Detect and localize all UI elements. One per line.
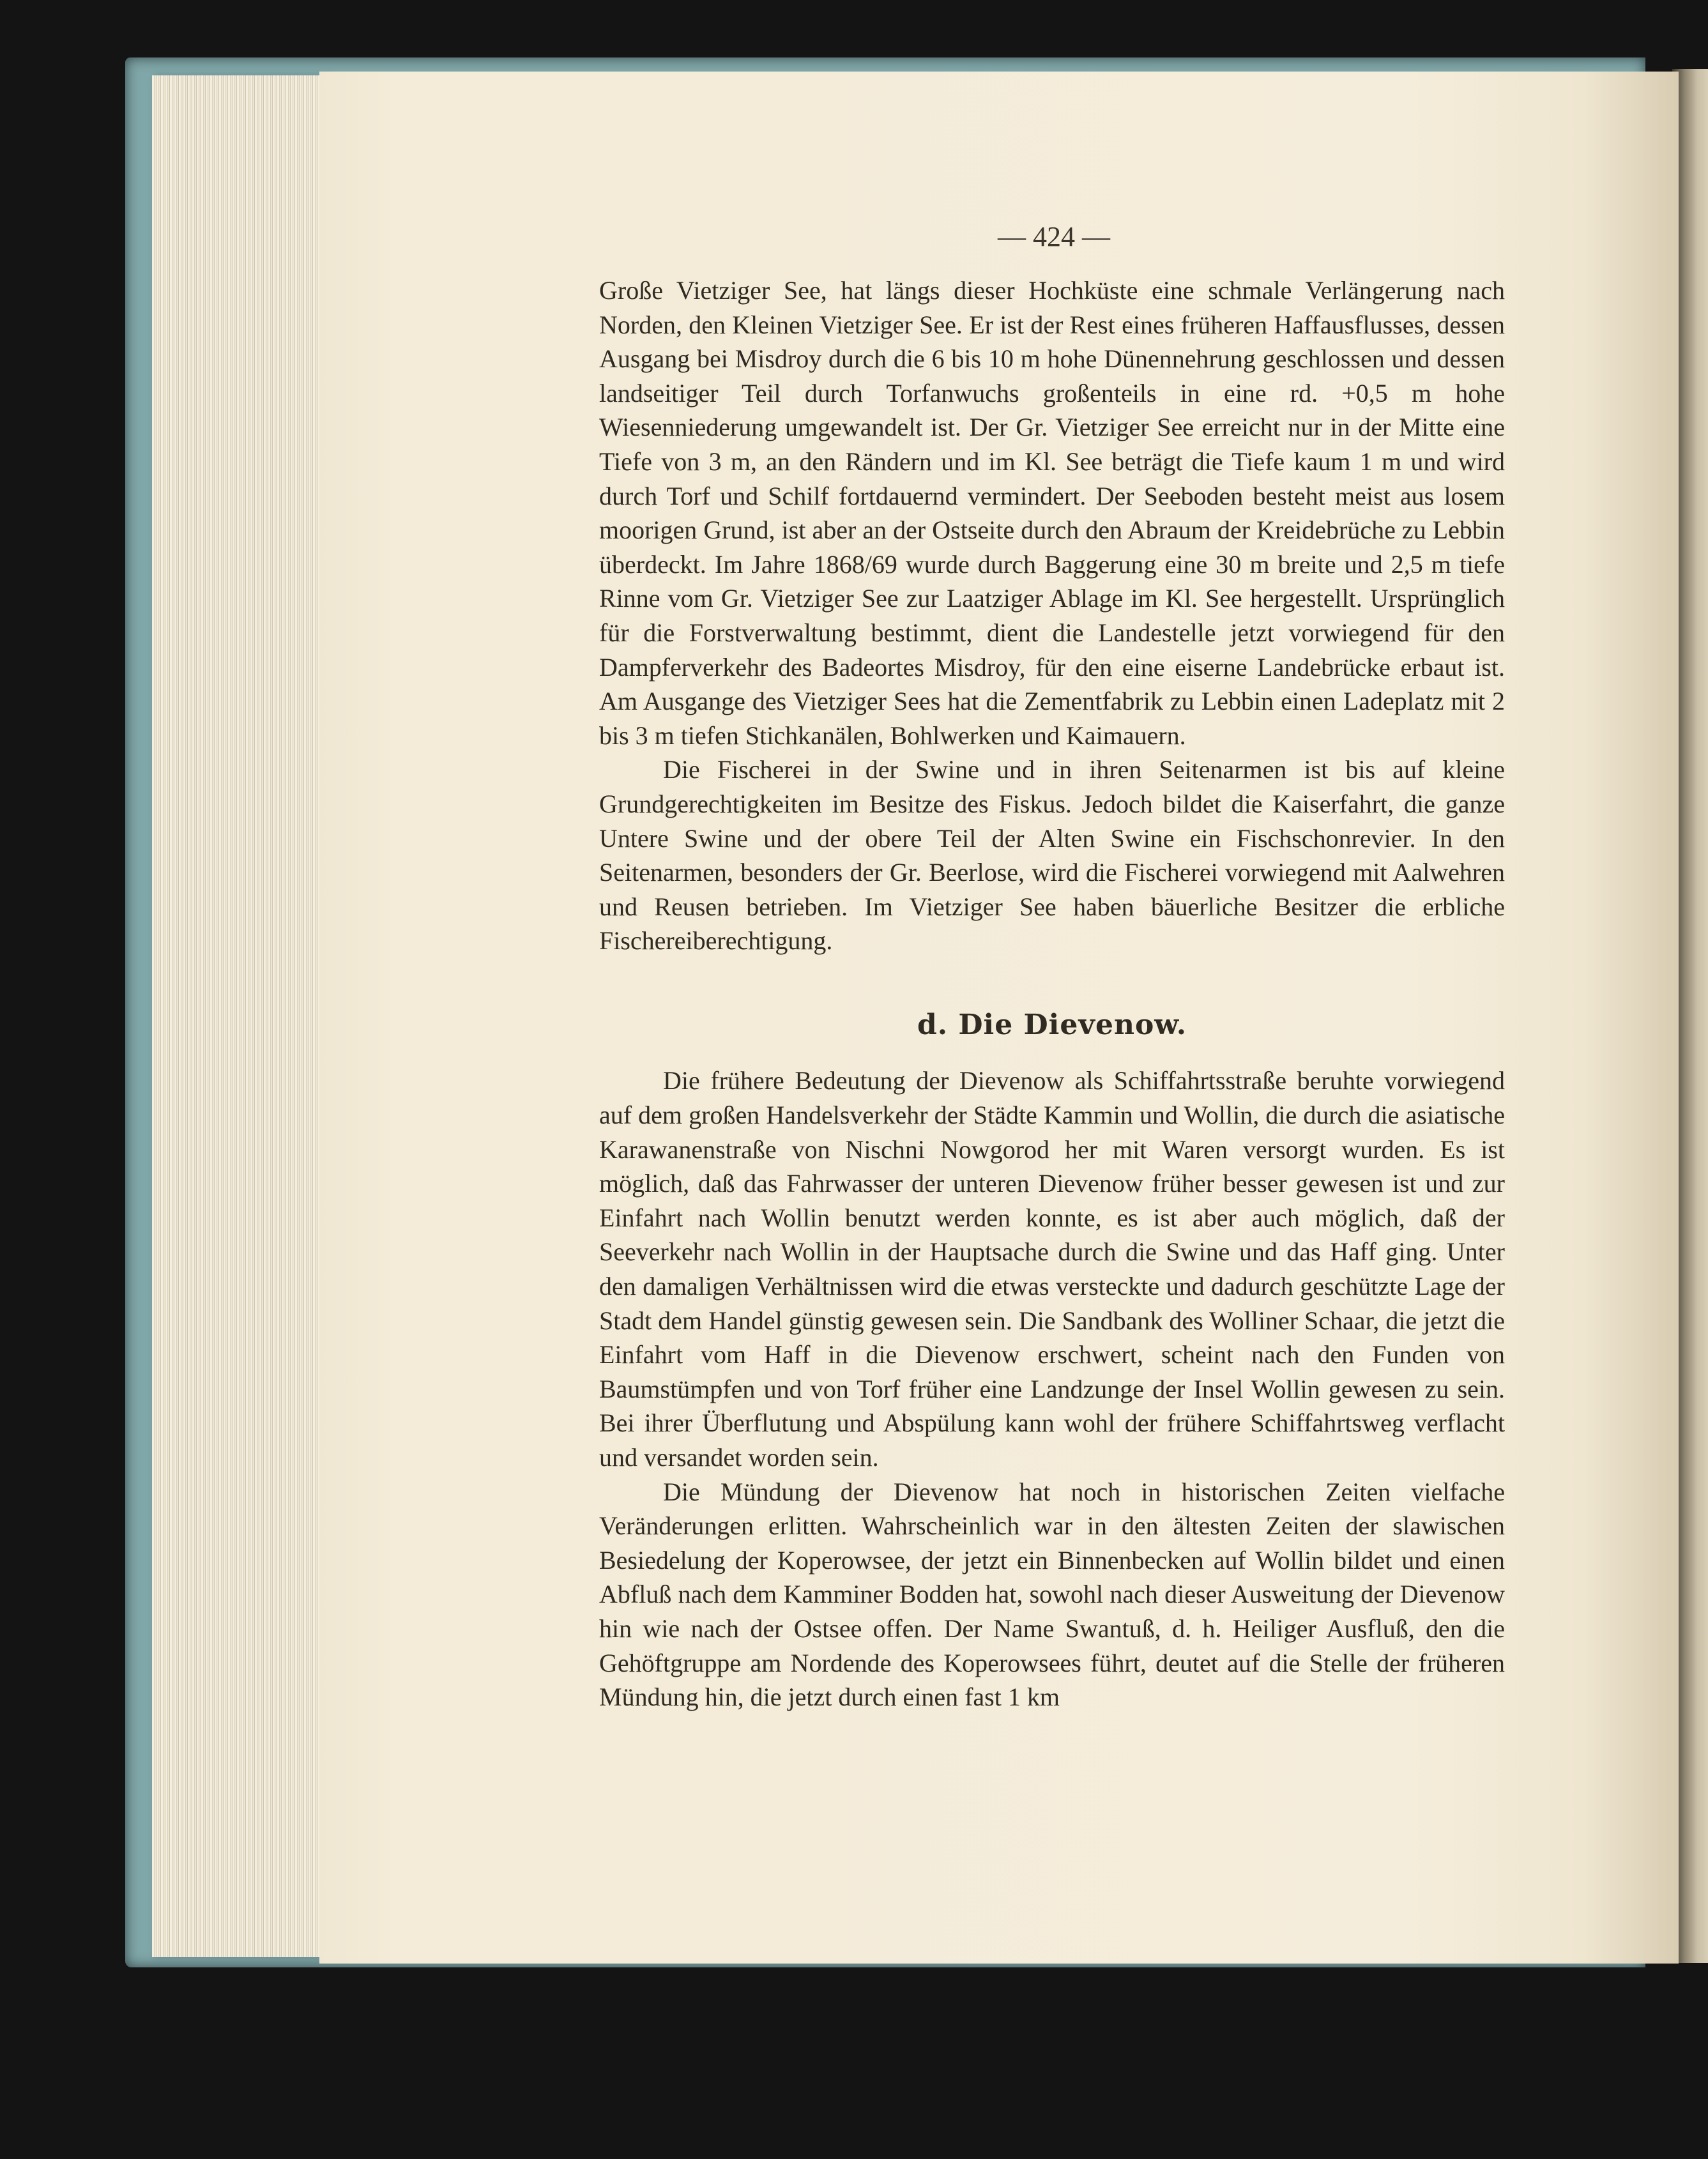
page-number: — 424 — xyxy=(998,221,1110,252)
paragraph-dievenow-muendung: Die Mündung der Dievenow hat noch in historischen Zeiten vielfache Veränderungen erlitten. Wahrscheinlich war in den ältesten Zeiten der slawischen Besiedelung der Koperowsee, der jetzt ein Binnenbecken auf Wollin bildet und einen Abfluß nach dem Kamminer Bodden hat, sowohl nach dieser Ausweitung der Dievenow hin wie nach der Ostsee offen. Der Name Swantuß, d. h. Heiliger Ausfluß, den die Gehöftgruppe am Nordende des Koperowsees führt, deutet auf die Stelle der früheren Mündung hin, die jetzt durch einen fast 1 km xyxy=(599,1477,1505,1712)
paragraph-fischerei: Die Fischerei in der Swine und in ihren Seitenarmen ist bis auf kleine Grundgerechtigkeiten im Besitze des Fiskus. Jedoch bildet die Kaiserfahrt, die ganze Untere Swine und der obere Teil der Alten Swine ein Fischschonrevier. In den Seitenarmen, besonders der Gr. Beerlose, wird die Fischerei vorwiegend mit Aalwehren und Reusen betrieben. Im Vietziger See haben bäuerliche Besitzer die erbliche Fischereiberechtigung. xyxy=(599,755,1505,956)
paragraph-dievenow-bedeutung: Die frühere Bedeutung der Dievenow als Schiffahrtsstraße beruhte vorwiegend auf dem großen Handelsverkehr der Städte Kammin und Wollin, die durch die asiatische Karawanenstraße von Nischni Nowgorod her mit Waren versorgt wurden. Es ist möglich, daß das Fahrwasser der unteren Dievenow früher besser gewesen ist und zur Einfahrt nach Wollin benutzt werden konnte, es ist aber auch möglich, daß der Seeverkehr nach Wollin in der Hauptsache durch die Swine und das Haff ging. Unter den damaligen Verhältnissen wird die etwas versteckte und dadurch geschützte Lage der Stadt dem Handel günstig gewesen sein. Die Sandbank des Wolliner Schaar, die jetzt die Einfahrt vom Haff in die Dievenow erschwert, scheint nach den Funden von Baumstümpfen und von Torf früher eine Landzunge der Insel Wollin gewesen zu sein. Bei ihrer Überflutung und Abspülung kann wohl der frühere Schiffahrtsweg verflacht und versandet worden sein. xyxy=(599,1066,1505,1472)
page-text xyxy=(599,273,1505,1714)
paragraph-vietziger-see: Große Vietziger See, hat längs dieser Hochküste eine schmale Verlängerung nach Norden, den Kleinen Vietziger See. Er ist der Rest eines früheren Haffausflusses, dessen Ausgang bei Misdroy durch die 6 bis 10 m hohe Dünennehrung geschlossen und dessen landseitiger Teil durch Torfanwuchs großenteils in eine rd. +0,5 m hohe Wiesenniederung umgewandelt ist. Der Gr. Vietziger See erreicht nur in der Mitte eine Tiefe von 3 m, an den Rändern und im Kl. See beträgt die Tiefe kaum 1 m und wird durch Torf und Schilf fortdauernd vermindert. Der Seeboden besteht meist aus losem moorigen Grund, ist aber an der Ostseite durch den Abraum der Kreidebrüche zu Lebbin überdeckt. Im Jahre 1868/69 wurde durch Baggerung eine 30 m breite und 2,5 m tiefe Rinne vom Gr. Vietziger See zur Laatziger Ablage im Kl. See hergestellt. Ursprünglich für die Forstverwaltung bestimmt, dient die Landestelle jetzt vorwiegend für den Dampferverkehr des Badeortes Misdroy, für den eine eiserne Landebrücke erbaut ist. Am Ausgange des Vietziger Sees hat die Zementfabrik zu Lebbin einen Ladeplatz mit 2 bis 3 m tiefen Stichkanälen, Bohlwerken und Kaimauern. xyxy=(599,276,1505,750)
section-heading-dievenow: d. Die Dievenow. xyxy=(917,1008,1187,1041)
page-edges xyxy=(152,75,330,1957)
